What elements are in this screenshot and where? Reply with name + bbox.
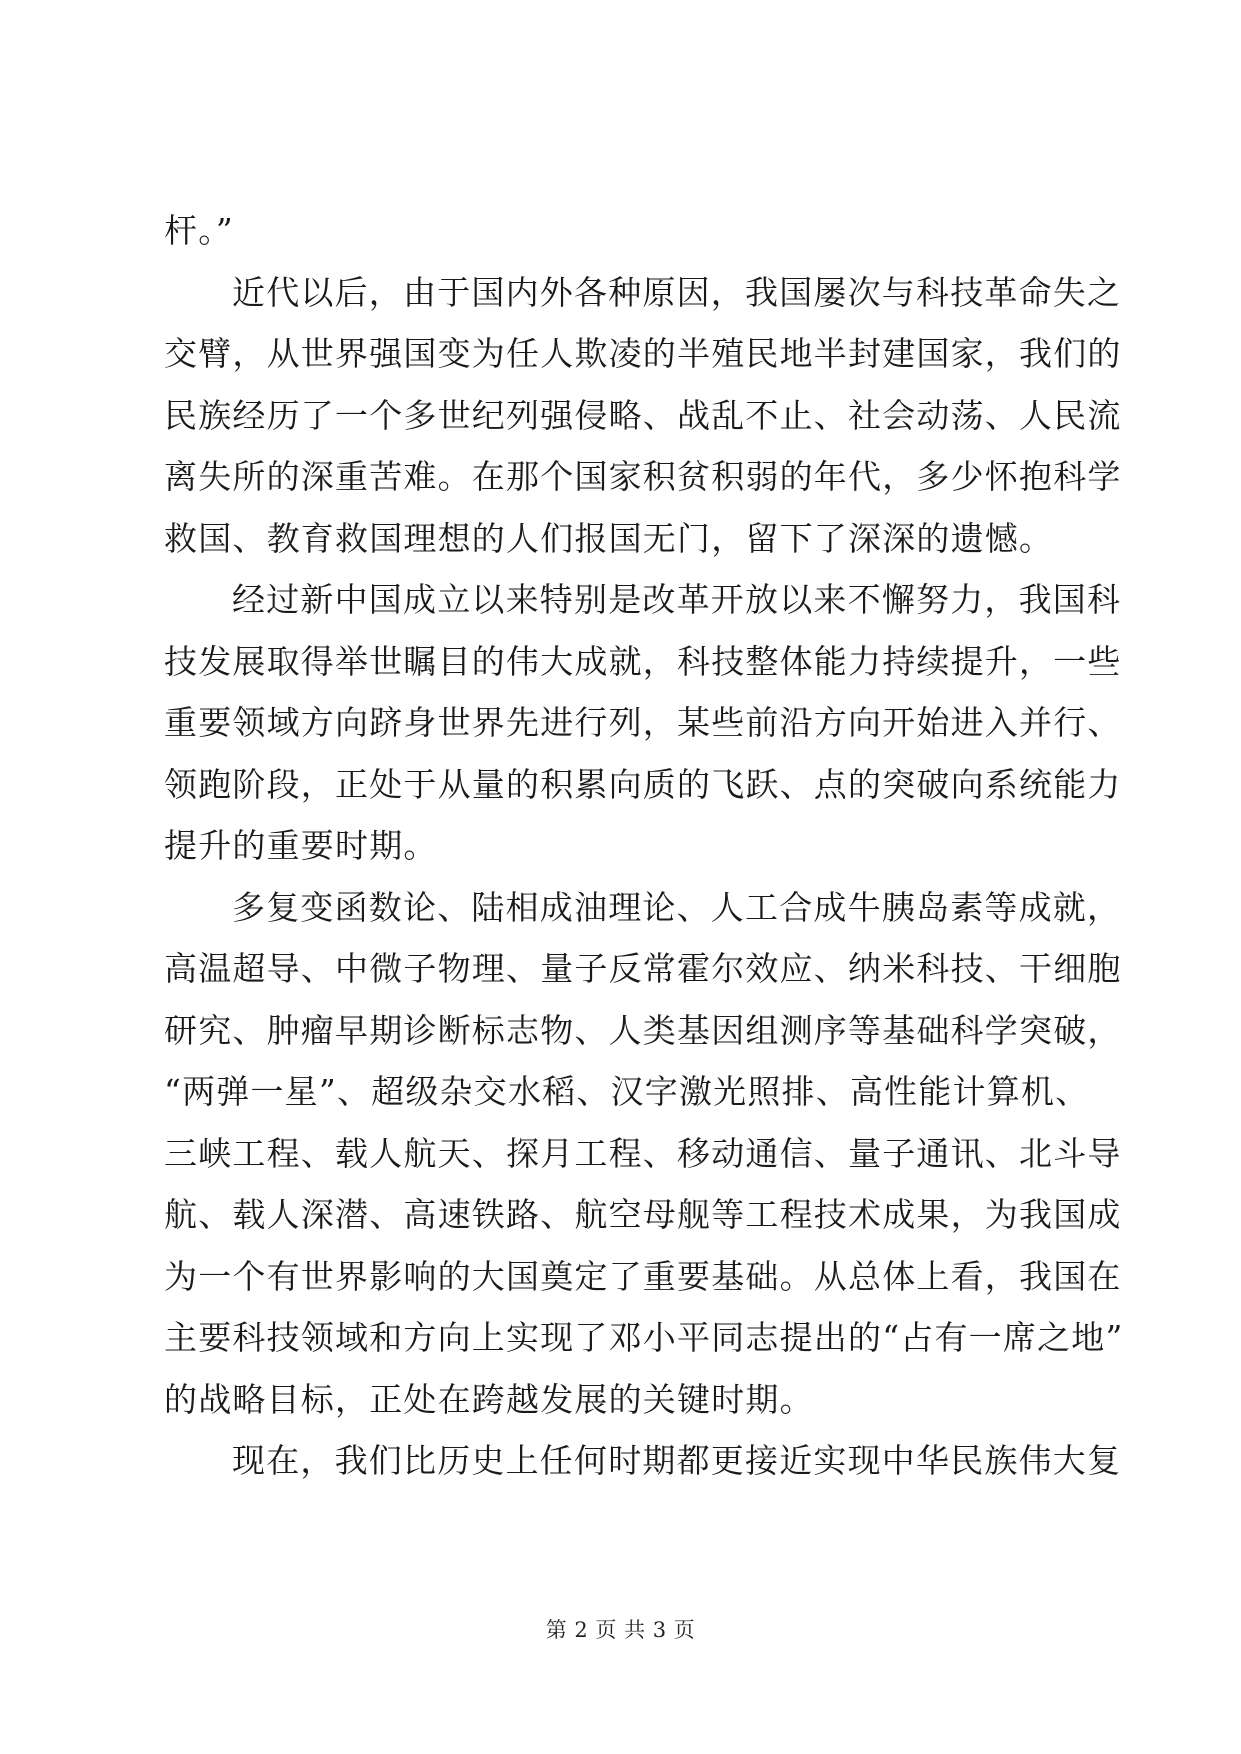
body-text — [164, 200, 1124, 1492]
text-line: 航、载人深潜、高速铁路、航空母舰等工程技术成果，为我国成 — [164, 1195, 1122, 1234]
text-line: “两弹一星”、超级杂交水稻、汉字激光照排、高性能计算机、 — [164, 1072, 1090, 1111]
text-line: 研究、肿瘤早期诊断标志物、人类基因组测序等基础科学突破， — [164, 1010, 1122, 1050]
text-line: 近代以后，由于国内外各种原因，我国屡次与科技革命失之 — [232, 272, 1122, 312]
page-footer: 第 2 页 共 3 页 — [545, 1618, 696, 1642]
text-line: 现在，我们比历史上任何时期都更接近实现中华民族伟大复 — [232, 1441, 1122, 1480]
text-line: 为一个有世界影响的大国奠定了重要基础。从总体上看，我国在 — [164, 1256, 1122, 1296]
text-line: 救国、教育救国理想的人们报国无门，留下了深深的遗憾。 — [164, 518, 1054, 558]
text-line: 民族经历了一个多世纪列强侵略、战乱不止、社会动荡、人民流 — [164, 395, 1122, 435]
text-line: 重要领域方向跻身世界先进行列，某些前沿方向开始进入并行、 — [164, 703, 1122, 742]
text-line: 高温超导、中微子物理、量子反常霍尔效应、纳米科技、干细胞 — [164, 949, 1122, 988]
text-line: 技发展取得举世瞩目的伟大成就，科技整体能力持续提升，一些 — [164, 641, 1122, 681]
text-line: 主要科技领域和方向上实现了邓小平同志提出的“占有一席之地” — [164, 1318, 1124, 1357]
text-line: 交臂，从世界强国变为任人欺凌的半殖民地半封建国家，我们的 — [164, 334, 1122, 373]
text-line: 经过新中国成立以来特别是改革开放以来不懈努力，我国科 — [232, 580, 1122, 619]
text-line: 杆。” — [164, 211, 234, 250]
text-line: 的战略目标，正处在跨越发展的关键时期。 — [164, 1379, 814, 1419]
text-line: 提升的重要时期。 — [164, 826, 438, 865]
text-line: 离失所的深重苦难。在那个国家积贫积弱的年代，多少怀抱科学 — [164, 457, 1122, 496]
text-line: 领跑阶段，正处于从量的积累向质的飞跃、点的突破向系统能力 — [164, 764, 1122, 804]
text-line: 三峡工程、载人航天、探月工程、移动通信、量子通讯、北斗导 — [164, 1133, 1122, 1173]
text-line: 多复变函数论、陆相成油理论、人工合成牛胰岛素等成就， — [232, 887, 1122, 927]
